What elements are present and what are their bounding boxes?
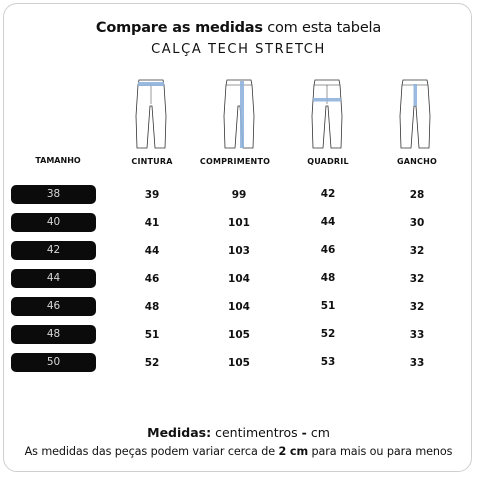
cell-cintura: 39 — [144, 189, 160, 201]
cell-quadril: 42 — [320, 188, 336, 200]
cell-gancho: 32 — [409, 245, 425, 257]
cell-comprimento: 104 — [228, 301, 250, 313]
cell-comprimento: 99 — [231, 189, 247, 201]
cell-comprimento: 103 — [228, 245, 250, 257]
size-badge: 46 — [11, 297, 96, 316]
pants-hip-icon — [307, 76, 347, 150]
cell-cintura: 41 — [144, 217, 160, 229]
cell-cintura: 44 — [144, 245, 160, 257]
cell-gancho: 32 — [409, 301, 425, 313]
cell-comprimento: 101 — [228, 217, 250, 229]
cell-gancho: 33 — [409, 357, 425, 369]
units-note: Medidas: centimentros - cm — [147, 425, 330, 440]
size-badge: 50 — [11, 353, 96, 372]
cell-quadril: 46 — [320, 244, 336, 256]
cell-cintura: 51 — [144, 329, 160, 341]
cell-comprimento: 105 — [228, 329, 250, 341]
cell-quadril: 44 — [320, 216, 336, 228]
cell-cintura: 46 — [144, 273, 160, 285]
size-badge: 42 — [11, 241, 96, 260]
cell-quadril: 52 — [320, 328, 336, 340]
column-header-comprimento: COMPRIMENTO — [199, 157, 271, 166]
tolerance-note: As medidas das peças podem variar cerca de 2 cm para mais ou para menos — [24, 445, 453, 458]
pants-rise-icon — [395, 76, 435, 150]
cell-comprimento: 105 — [228, 357, 250, 369]
size-badge: 38 — [11, 185, 96, 204]
cell-quadril: 48 — [320, 272, 336, 284]
pants-waist-icon — [131, 76, 171, 150]
size-chart-card — [3, 3, 472, 472]
cell-gancho: 28 — [409, 189, 425, 201]
size-column-header: TAMANHO — [35, 156, 81, 165]
column-header-quadril: QUADRIL — [307, 157, 349, 166]
cell-quadril: 53 — [320, 356, 336, 368]
cell-cintura: 48 — [144, 301, 160, 313]
column-header-gancho: GANCHO — [396, 157, 438, 166]
cell-gancho: 33 — [409, 329, 425, 341]
pants-length-icon — [219, 76, 259, 150]
cell-gancho: 32 — [409, 273, 425, 285]
column-header-cintura: CINTURA — [131, 157, 173, 166]
product-name: CALÇA TECH STRETCH — [151, 42, 326, 57]
cell-gancho: 30 — [409, 217, 425, 229]
cell-quadril: 51 — [320, 300, 336, 312]
cell-comprimento: 104 — [228, 273, 250, 285]
cell-cintura: 52 — [144, 357, 160, 369]
size-badge: 40 — [11, 213, 96, 232]
size-badge: 48 — [11, 325, 96, 344]
page-title: Compare as medidas com esta tabela — [95, 20, 382, 36]
size-badge: 44 — [11, 269, 96, 288]
